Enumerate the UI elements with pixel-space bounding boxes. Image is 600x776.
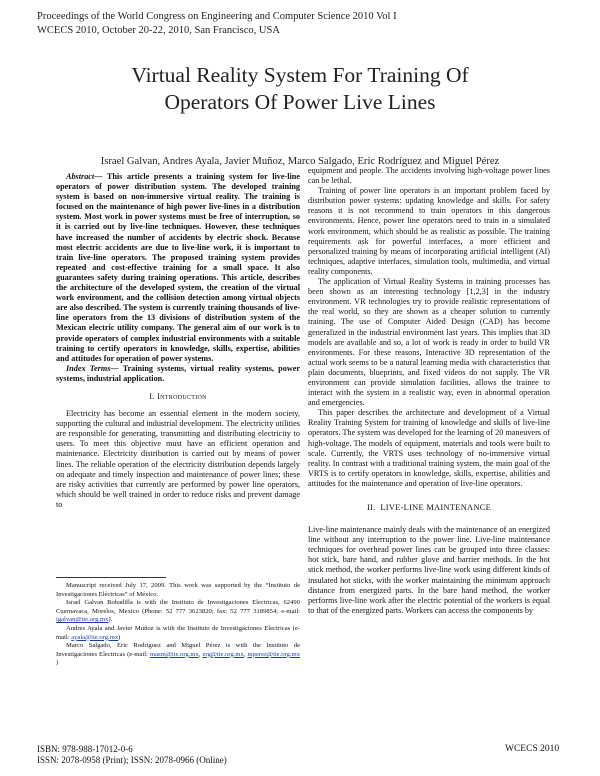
footer-isbn-block [37,744,227,766]
intro-paragraph-1-continued: equipment and people. The accidents involving high-voltage power lines can be lethal. [308,166,550,186]
email-link-perez[interactable]: mperez@iie.org.mx [247,650,300,658]
title-line-1: Virtual Reality System For Training Of [131,63,469,87]
email-link-galvan[interactable]: igalvan@iie.org.mx [56,616,109,624]
paper-title [0,62,600,116]
section-2-heading [308,503,550,513]
footnote-salgado: Marco Salgado, Eric Rodriguez and Miguel Pérez is with the Instituto de Investigaciones Electricas (e-mail: masm@iie.org.mx, erg@iie.org.mx, mperez@iie.org.mx ) [56,642,300,667]
abstract [56,172,300,364]
abstract-text: This article presents a training system for live-line operators of power distribution system. The developed training system is based on non-immersive virtual reality. The training is focused on the maintenance of high power live-lines in a distribution system. Most work in power systems must be free of interruption, so it is carried out by live-line techniques. However, these techniques have increased the number of accidents by electric shock. Because most electric accidents are due to live-line work, it is important to train live-line operators. The proposed training system provides repeated and cost-effective training for a small space. It also guarantees safety during training operations. This article, describes the architecture of the developed system, the creation of the virtual work environment, and the collision detection among virtual objects are also described. The system is currently training thousands of live-line operators from the 13 divisions of distribution system of the Mexican electric utility company. The general aim of our work is to provide operators of complex industrial environments with a suitable training to certify operators in knowledge, skills, expertise, abilities and attitudes for operation of power systems. [56,172,300,363]
index-terms-label: Index Terms [66,363,111,373]
intro-paragraph-2: Training of power line operators is an important problem faced by distribution power systems: updating knowledge and skills. For safety reasons it is not recommend to train operators in this dangerous environments. Hence, power line operators need to train in a simulated work environment, which should be as realistic as possible. The training requirements ask for powerful interfaces, a more efficient and personalized training by means of incorporating artificial intelligent (AI) techniques, adaptive interfaces, simulation tools, multimedia, and virtual reality components. [308,186,550,276]
footer-isbn: ISBN: 978-988-17012-0-6 [37,744,133,754]
footnote-rule [56,577,166,578]
footnote-ayala: Andres Ayala and Javier Muñoz is with the Instituto de Investigaciones Electricas (e-mail: ayala@iie.org.mx) [56,624,300,641]
intro-paragraph-4: This paper describes the architecture and development of a Virtual Reality Training System for training of knowledge and skills of live-line operators. The system was developed for the learning of 20 maneuvers of high-voltage. The models of equipment, materials and tools were built to scale. Currently, the VRTS uses technology of no-immersive virtual reality. In contrast with a traditional training system, the main goal of the VRTS is to certify operators in knowledge, skills, expertise, abilities and attitudes for the maintenance and operation of live-line operators. [308,408,550,488]
section-1-heading [56,392,300,402]
live-line-paragraph-1: Live-line maintenance mainly deals with the maintenance of an energized line without any interruption to the power line. Live-line maintenance techniques for overhead power lines can be grouped into three classes: hot stick, bare hand, and rubber glove and barrier methods. In the hot stick method, the worker performs live-line work using different kinds of insulated hot sticks, with the worker maintaining the minimum approach distance from energized parts. In the bare hand method, the worker performs live-line work after the electric potential of the workers is equal to that of the energized parts. Workers can access the components by [308,525,550,615]
index-terms-text: — Training systems, virtual reality systems, power systems, industrial application. [56,363,300,383]
section-1-title: Introduction [157,391,207,401]
intro-paragraph-3: The application of Virtual Reality Systems in training processes has been shown as an interesting technology [1,2,3] in the industry environment. VR technologies try to provide realistic representations of the real world, so they are shown as a cheaper solution to currently training. The use of Computer Aided Design (CAD) has become generalized in the industrial environment last years. This implies that 3D models are available and so, a lot of work is ready in order to build VR environments. For these reasons, Interactive 3D representation of the actual work seems to be a natural learning media with characteristics that plain documents, blueprints, and fixed videos do not supply. The VR environment can provide simulation facilities, allows the trainee to interact with the system in a realistic way, even in abnormal operation and emergencies. [308,277,550,408]
intro-paragraph-1: Electricity has become an essential element in the modern society, supporting the cultural and industrial development. The electricity utilities are responsible for generating, transmitting and distributing electricity to users. To meet this objective must have an efficient operation and maintenance. Electricity distribution is carried out by means of power lines. The reliable operation of the electricity distribution depends largely on adequate and timely inspection and maintenance of power lines; these are risky activities that currently are performed by power line operators, which should be well trained in order to reduce risks and prevent damage to [56,409,300,509]
email-link-rodriguez[interactable]: erg@iie.org.mx [202,650,244,658]
index-terms [56,364,300,384]
header-line-1: Proceedings of the World Congress on Engineering and Computer Science 2010 Vol I [37,11,397,22]
section-1-number: I. [149,391,155,401]
email-link-salgado[interactable]: masm@iie.org.mx [149,650,199,658]
footnotes [56,582,300,668]
footer-conference: WCECS 2010 [505,744,560,754]
section-2-number: II. [366,503,376,512]
abstract-label: Abstract— [66,172,103,181]
proceedings-header [37,10,397,38]
left-column [56,172,300,510]
title-line-2: Operators Of Power Live Lines [164,90,436,114]
author-list: Israel Galvan, Andres Ayala, Javier Muñoz, Marco Salgado, Eric Rodríguez and Miguel Pérez [100,156,500,167]
footnote-manuscript: Manuscript received July 17, 2009. This work was supported by the “Instituto de Investigaciones Eléctricas” of México. [56,582,300,598]
footer-issn: ISSN: 2078-0958 (Print); ISSN: 2078-0966 (Online) [37,755,227,765]
section-2-title: LIVE-LINE MAINTENANCE [380,503,492,512]
header-line-2: WCECS 2010, October 20-22, 2010, San Francisco, USA [37,25,280,36]
right-column [308,166,550,616]
email-link-ayala[interactable]: ayala@iie.org.mx [71,633,119,641]
footnote-galvan: Israel Galvan Bobadilla is with the Instituto de Investigaciones Electricas, 62490 Cuernavaca, Morelos, Mexico (Phone: 52 777 3623820; fax: 52 777 3189854; e-mail: igalvan@iie.org.mx). [56,599,300,624]
